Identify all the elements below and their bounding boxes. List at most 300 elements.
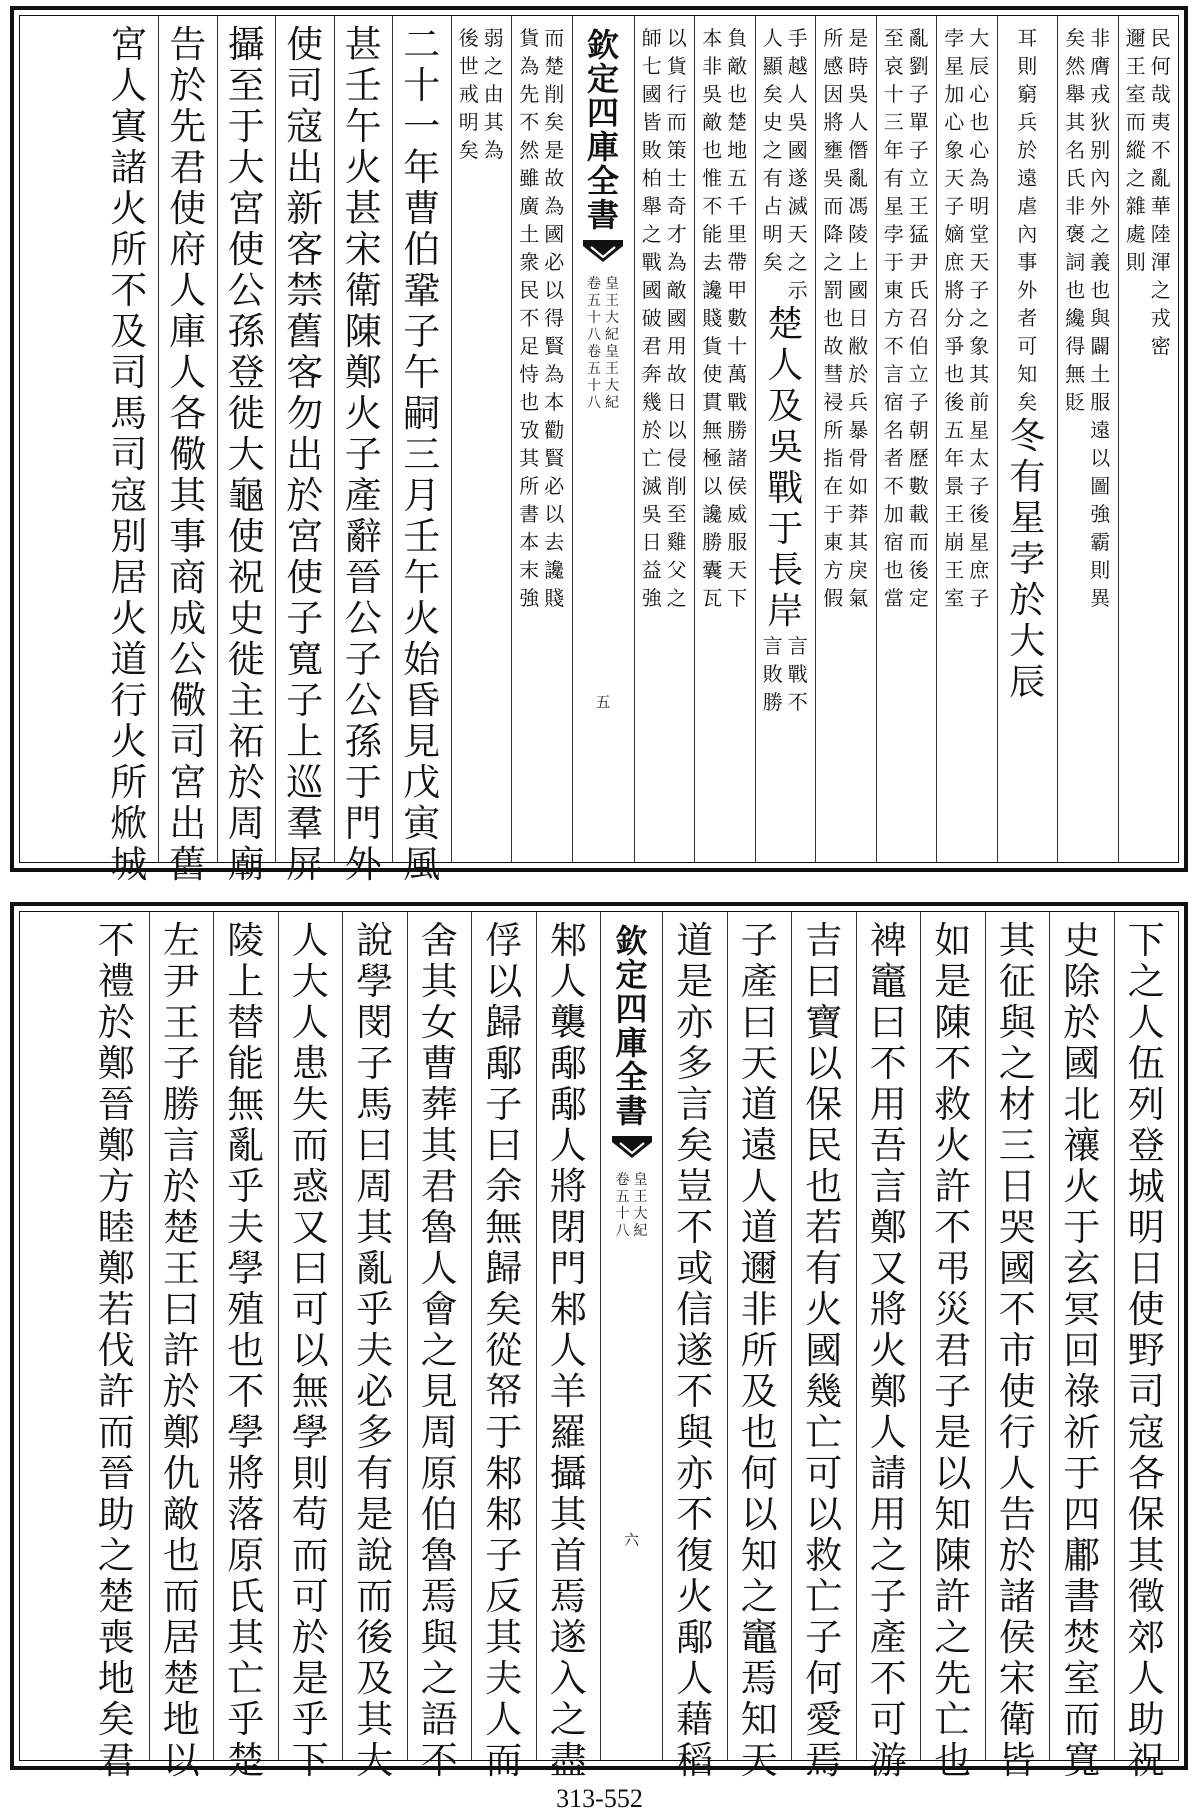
- glyph: 父: [666, 558, 687, 582]
- glyph: 者: [1017, 306, 1038, 330]
- glyph: 以: [544, 278, 565, 302]
- column-body: [100, 23, 159, 886]
- glyph: 客: [286, 228, 324, 271]
- glyph: 于: [485, 1411, 523, 1454]
- glyph: 如: [848, 474, 869, 498]
- glyph: 故: [823, 334, 844, 358]
- glyph: 游: [869, 1739, 907, 1782]
- glyph: 保: [805, 1083, 843, 1126]
- glyph: 國: [544, 222, 565, 246]
- glyph: 救: [934, 1083, 972, 1126]
- glyph: 子: [908, 138, 929, 162]
- glyph: 亦: [676, 1452, 714, 1495]
- glyph: 民: [805, 1124, 843, 1167]
- glyph: 人: [549, 1124, 587, 1167]
- glyph: 火: [869, 1329, 907, 1372]
- glyph: 日: [666, 390, 687, 414]
- glyph: 府: [169, 228, 207, 271]
- glyph: 大: [605, 378, 619, 394]
- glyph: 將: [549, 1165, 587, 1208]
- glyph: 得: [1065, 334, 1086, 358]
- glyph: 馬: [356, 1083, 394, 1126]
- glyph: 鄅: [676, 1616, 714, 1659]
- glyph: 可: [1017, 334, 1038, 358]
- glyph: 祿: [1063, 1370, 1101, 1413]
- glyph: 鄭: [869, 1370, 907, 1413]
- glyph: 仇: [162, 1452, 200, 1495]
- glyph: 不: [676, 1493, 714, 1536]
- glyph: 之: [97, 1534, 135, 1577]
- glyph: 能: [702, 222, 723, 246]
- glyph: 賢: [544, 446, 565, 470]
- glyph: 睦: [97, 1206, 135, 1249]
- glyph: 以: [805, 1042, 843, 1085]
- glyph: 三: [998, 1124, 1036, 1167]
- glyph: 不: [676, 1370, 714, 1413]
- glyph: 陳: [934, 1001, 972, 1044]
- glyph: 子: [162, 1042, 200, 1085]
- glyph: 東: [883, 278, 904, 302]
- page-reference: 313-552: [556, 1784, 643, 1813]
- glyph: 子: [485, 1534, 523, 1577]
- glyph: 司: [110, 433, 148, 476]
- glyph: 上: [848, 250, 869, 274]
- glyph: 年: [883, 138, 904, 162]
- glyph: 全: [615, 1058, 648, 1096]
- glyph: 勝: [762, 690, 783, 714]
- glyph: 之: [420, 1657, 458, 1700]
- glyph: 用: [869, 1083, 907, 1126]
- bottom-page-inner-border: [19, 911, 1179, 1782]
- glyph: 不: [519, 110, 540, 134]
- glyph: 王: [944, 502, 965, 526]
- glyph: 後: [356, 1616, 394, 1659]
- glyph: 鞏: [403, 269, 441, 312]
- glyph: 天: [787, 222, 808, 246]
- glyph: 邇: [740, 1247, 778, 1290]
- center-banner-column: [600, 912, 662, 1760]
- glyph: 用: [869, 1493, 907, 1536]
- glyph: 登: [227, 351, 265, 394]
- glyph: 負: [727, 26, 748, 50]
- glyph: 戰: [727, 390, 748, 414]
- glyph: 見: [420, 1370, 458, 1413]
- annotation-block: [458, 24, 505, 164]
- annotation-block: [883, 24, 930, 612]
- column-body: [1058, 24, 1118, 854]
- annotation-line: [1016, 24, 1038, 416]
- glyph: 皇: [605, 344, 619, 360]
- column-body: [937, 24, 997, 854]
- glyph: 又: [869, 1247, 907, 1290]
- glyph: 又: [291, 1206, 329, 1249]
- glyph: 也: [805, 1165, 843, 1208]
- glyph: 曰: [291, 1247, 329, 1290]
- glyph: 夷: [1150, 110, 1171, 134]
- text-column: [278, 912, 343, 1782]
- glyph: 惟: [702, 166, 723, 190]
- glyph: 敵: [702, 110, 723, 134]
- glyph: 五: [587, 293, 601, 309]
- glyph: 閔: [356, 1001, 394, 1044]
- glyph: 不: [934, 1042, 972, 1085]
- glyph: 辰: [1009, 662, 1046, 703]
- glyph: 瓦: [702, 586, 723, 610]
- glyph: 何: [805, 1657, 843, 1700]
- glyph: 十: [403, 64, 441, 107]
- glyph: 勝: [162, 1083, 200, 1126]
- glyph: 居: [110, 556, 148, 599]
- glyph: 宿: [883, 390, 904, 414]
- glyph: 霸: [1090, 530, 1111, 554]
- glyph: 後: [969, 502, 990, 526]
- text-column: [1118, 16, 1179, 862]
- glyph: 人: [420, 1247, 458, 1290]
- glyph: 王: [605, 361, 619, 377]
- glyph: 不: [97, 919, 135, 962]
- glyph: 知: [740, 1534, 778, 1577]
- glyph: 周: [227, 802, 265, 845]
- glyph: 火: [1063, 1165, 1101, 1208]
- glyph: 國: [998, 1247, 1036, 1290]
- bottom-page-columns: [20, 912, 1178, 1782]
- glyph: 前: [969, 390, 990, 414]
- glyph: 天: [740, 1739, 778, 1782]
- glyph: 竈: [869, 960, 907, 1003]
- glyph: 不: [676, 1206, 714, 1249]
- glyph: 出: [286, 146, 324, 189]
- glyph: 者: [883, 446, 904, 470]
- glyph: 楚: [227, 1739, 265, 1782]
- glyph: 庶: [944, 250, 965, 274]
- glyph: 周: [356, 1165, 394, 1208]
- glyph: 其: [169, 474, 207, 517]
- glyph: 孫: [227, 310, 265, 353]
- center-banner-column: [572, 16, 634, 862]
- glyph: 縱: [1125, 138, 1146, 162]
- text-column: [213, 912, 278, 1782]
- glyph: 祈: [1063, 1411, 1101, 1454]
- glyph: 也: [1090, 278, 1111, 302]
- glyph: 苟: [291, 1493, 329, 1536]
- glyph: 於: [162, 1370, 200, 1413]
- glyph: 載: [908, 502, 929, 526]
- glyph: 非: [1065, 194, 1086, 218]
- main-text-line: [167, 24, 209, 885]
- glyph: 方: [823, 558, 844, 582]
- glyph: 國: [641, 278, 662, 302]
- glyph: 書: [615, 1092, 648, 1130]
- glyph: 先: [169, 105, 207, 148]
- glyph: 楚: [767, 304, 804, 345]
- glyph: 氣: [848, 586, 869, 610]
- glyph: 大: [633, 1206, 648, 1222]
- glyph: 亂: [908, 26, 929, 50]
- glyph: 東: [823, 530, 844, 554]
- glyph: 賤: [702, 306, 723, 330]
- glyph: 所: [740, 1329, 778, 1372]
- glyph: 世: [458, 54, 479, 78]
- glyph: 孛: [1009, 539, 1046, 580]
- glyph: 北: [1063, 1083, 1101, 1126]
- glyph: 將: [823, 110, 844, 134]
- glyph: 門: [549, 1247, 587, 1290]
- glyph: 也: [823, 306, 844, 330]
- glyph: 手: [787, 26, 808, 50]
- glyph: 除: [1063, 960, 1101, 1003]
- glyph: 昏: [403, 679, 441, 722]
- glyph: 將: [227, 1452, 265, 1495]
- glyph: 亂: [356, 1247, 394, 1290]
- glyph: 也: [883, 558, 904, 582]
- annotation-block: [701, 24, 748, 612]
- banner-body: [573, 24, 634, 854]
- glyph: 是: [356, 1493, 394, 1536]
- glyph: 于: [767, 509, 804, 550]
- glyph: 內: [1017, 222, 1038, 246]
- glyph: 加: [944, 82, 965, 106]
- glyph: 從: [485, 1329, 523, 1372]
- glyph: 曹: [403, 187, 441, 230]
- main-text-line: [418, 920, 460, 1781]
- glyph: 伯: [908, 334, 929, 358]
- glyph: 禁: [286, 269, 324, 312]
- glyph: 陵: [848, 222, 869, 246]
- glyph: 乎: [227, 1698, 265, 1741]
- column-body: [84, 919, 149, 1782]
- glyph: 五: [727, 166, 748, 190]
- glyph: 使: [227, 228, 265, 271]
- glyph: 嫡: [944, 222, 965, 246]
- glyph: 辰: [969, 54, 990, 78]
- glyph: 行: [998, 1411, 1036, 1454]
- glyph: 書: [1063, 1575, 1101, 1618]
- glyph: 里: [727, 222, 748, 246]
- glyph: 非: [740, 1288, 778, 1331]
- glyph: 有: [356, 1452, 394, 1495]
- glyph: 所: [519, 474, 540, 498]
- text-column: [511, 16, 572, 862]
- glyph: 鄅: [549, 1042, 587, 1085]
- column-body: [452, 24, 512, 854]
- glyph: 寇: [286, 105, 324, 148]
- glyph: 司: [169, 720, 207, 763]
- glyph: 日: [998, 1165, 1036, 1208]
- glyph: 後: [458, 26, 479, 50]
- glyph: 幾: [641, 390, 662, 414]
- glyph: 于: [823, 502, 844, 526]
- glyph: 是: [848, 26, 869, 50]
- glyph: 單: [908, 110, 929, 134]
- glyph: 喪: [97, 1616, 135, 1659]
- glyph: 人: [869, 1411, 907, 1454]
- annotation-line: [822, 24, 844, 612]
- glyph: 諸: [110, 146, 148, 189]
- glyph: 亡: [641, 446, 662, 470]
- column-body: [663, 919, 727, 1782]
- glyph: 纔: [1065, 306, 1086, 330]
- glyph: 城: [1127, 1165, 1165, 1208]
- glyph: 破: [641, 306, 662, 330]
- glyph: 國: [805, 1329, 843, 1372]
- glyph: 岸: [767, 591, 804, 632]
- main-text-line: [483, 920, 525, 1781]
- glyph: 寅: [403, 802, 441, 845]
- text-column: [334, 16, 393, 886]
- glyph: 子: [908, 82, 929, 106]
- glyph: 矣: [676, 1124, 714, 1167]
- column-body: [159, 23, 217, 886]
- glyph: 師: [641, 26, 662, 50]
- text-column: [920, 912, 985, 1782]
- glyph: 之: [1125, 166, 1146, 190]
- glyph: 其: [519, 446, 540, 470]
- glyph: 骨: [848, 446, 869, 470]
- glyph: 晉: [344, 556, 382, 599]
- glyph: 道: [676, 919, 714, 962]
- glyph: 氏: [908, 278, 929, 302]
- glyph: 楚: [727, 110, 748, 134]
- glyph: 以: [740, 1493, 778, 1536]
- glyph: 所: [110, 761, 148, 804]
- glyph: 其: [356, 1206, 394, 1249]
- glyph: 耳: [1017, 26, 1038, 50]
- glyph: 其: [848, 530, 869, 554]
- main-text-line: [867, 920, 909, 1781]
- glyph: 二: [403, 23, 441, 66]
- glyph: 柏: [641, 166, 662, 190]
- glyph: 奔: [641, 362, 662, 386]
- glyph: 加: [883, 502, 904, 526]
- glyph: 亂: [1150, 166, 1171, 190]
- glyph: 而: [666, 110, 687, 134]
- glyph: 讒: [702, 278, 723, 302]
- column-body: [986, 919, 1050, 1782]
- glyph: 出: [169, 802, 207, 845]
- glyph: 之: [823, 250, 844, 274]
- glyph: 公: [344, 679, 382, 722]
- glyph: 學: [227, 1411, 265, 1454]
- leaf-number: 五: [595, 693, 611, 711]
- glyph: 遂: [676, 1329, 714, 1372]
- glyph: 則: [1090, 558, 1111, 582]
- glyph: 室: [1063, 1657, 1101, 1700]
- glyph: 吳: [641, 502, 662, 526]
- glyph: 下: [291, 1739, 329, 1782]
- glyph: 衛: [344, 269, 382, 312]
- glyph: 與: [676, 1411, 714, 1454]
- glyph: 矣: [544, 110, 565, 134]
- glyph: 魯: [420, 1206, 458, 1249]
- glyph: 所: [823, 26, 844, 50]
- glyph: 非: [702, 54, 723, 78]
- glyph: 兵: [1017, 110, 1038, 134]
- glyph: 一: [403, 105, 441, 148]
- glyph: 三: [403, 433, 441, 476]
- glyph: 邇: [1125, 26, 1146, 50]
- main-text-line: [547, 920, 589, 1781]
- text-column: [876, 16, 937, 862]
- glyph: 必: [544, 474, 565, 498]
- glyph: 吳: [787, 110, 808, 134]
- glyph: 于: [883, 250, 904, 274]
- glyph: 遠: [1090, 418, 1111, 442]
- glyph: 於: [1009, 580, 1046, 621]
- main-text-line: [342, 24, 384, 885]
- glyph: 詞: [1065, 250, 1086, 274]
- glyph: 於: [162, 1165, 200, 1208]
- column-body: [1115, 919, 1179, 1782]
- main-text-line: [160, 920, 202, 1781]
- banner-body: [601, 920, 662, 1752]
- column-body: [512, 24, 572, 854]
- top-page-inner-border: [19, 15, 1179, 886]
- glyph: 邾: [549, 1288, 587, 1331]
- glyph: 馮: [848, 194, 869, 218]
- glyph: 伯: [420, 1493, 458, 1536]
- text-column: [634, 16, 695, 862]
- glyph: 定: [615, 956, 648, 994]
- glyph: 賢: [544, 334, 565, 358]
- glyph: 足: [519, 334, 540, 358]
- glyph: 反: [485, 1575, 523, 1618]
- glyph: 明: [762, 222, 783, 246]
- glyph: 冥: [1063, 1288, 1101, 1331]
- glyph: 其: [420, 1124, 458, 1167]
- glyph: 國: [666, 306, 687, 330]
- glyph: 火: [934, 1124, 972, 1167]
- glyph: 攷: [519, 418, 540, 442]
- glyph: 所: [823, 418, 844, 442]
- glyph: 吳: [702, 82, 723, 106]
- glyph: 于: [1063, 1452, 1101, 1495]
- glyph: 事: [169, 515, 207, 558]
- text-column: [100, 16, 159, 886]
- main-text-line: [284, 24, 326, 885]
- glyph: 羅: [549, 1411, 587, 1454]
- glyph: 曰: [869, 1001, 907, 1044]
- glyph: 時: [848, 54, 869, 78]
- glyph: 遂: [549, 1616, 587, 1659]
- glyph: 貨: [702, 334, 723, 358]
- glyph: 方: [883, 306, 904, 330]
- glyph: 之: [969, 306, 990, 330]
- glyph: 夫: [227, 1206, 265, 1249]
- glyph: 極: [702, 446, 723, 470]
- glyph: 陳: [934, 1534, 972, 1577]
- glyph: 星: [1009, 498, 1046, 539]
- glyph: 削: [666, 474, 687, 498]
- glyph: 而: [356, 1575, 394, 1618]
- glyph: 當: [883, 586, 904, 610]
- glyph: 罰: [823, 278, 844, 302]
- glyph: 伯: [403, 228, 441, 271]
- glyph: 異: [1090, 586, 1111, 610]
- glyph: 而: [485, 1739, 523, 1782]
- glyph: 囊: [702, 558, 723, 582]
- glyph: 邾: [485, 1493, 523, 1536]
- glyph: 先: [519, 82, 540, 106]
- glyph: 學: [356, 960, 394, 1003]
- glyph: 言: [883, 362, 904, 386]
- glyph: 與: [998, 1001, 1036, 1044]
- text-column: [275, 16, 334, 886]
- glyph: 大: [291, 960, 329, 1003]
- glyph: 有: [805, 1247, 843, 1290]
- glyph: 愛: [805, 1698, 843, 1741]
- glyph: 及: [356, 1657, 394, 1700]
- glyph: 許: [162, 1329, 200, 1372]
